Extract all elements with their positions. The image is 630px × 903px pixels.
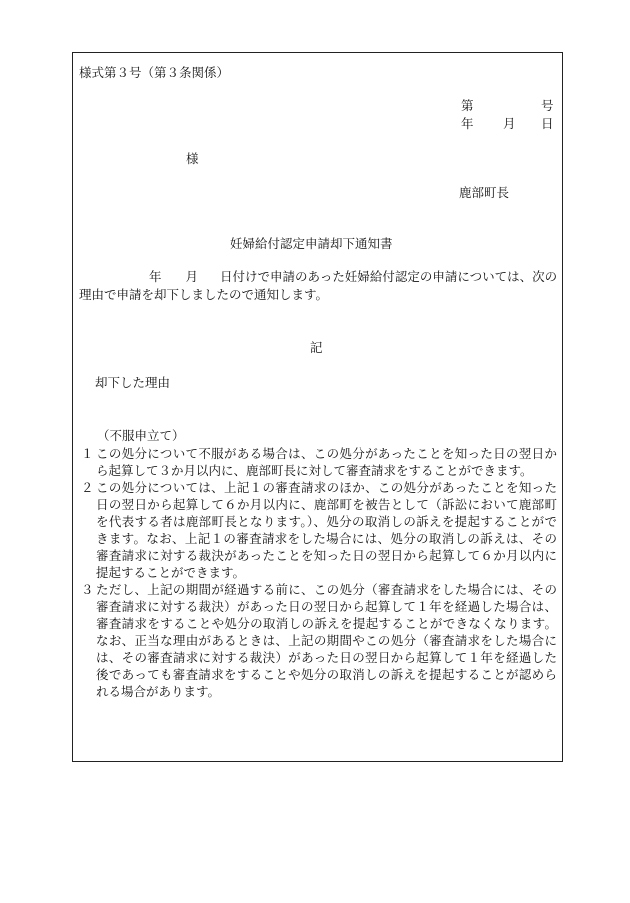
objection-item-text: この処分について不服がある場合は、この処分があったことを知った日の翌日から起算して３か月以内に、鹿部町長に対して審査請求をすることができます。: [96, 446, 557, 478]
ki-heading: 記: [310, 340, 323, 355]
rejection-reason-label: 却下した理由: [95, 375, 171, 390]
objection-item: [79, 581, 557, 700]
document-frame: [72, 52, 563, 762]
objection-item-text: この処分については、上記１の審査請求のほか、この処分があったことを知った日の翌日から起算して６か月以内に、鹿部町を被告として（訴訟において鹿部町を代表する者は鹿部町長となります。）、処分の取消しの訴えを提起することができます。なお、上記１の審査請求をした場合には、処分の取消しの訴えは、その審査請求に対する裁決があったことを知った日の翌日から起算して６か月以内に提起することができます。: [96, 480, 557, 580]
date-day-label: 日: [541, 116, 554, 131]
form-number: 様式第３号（第３条関係）: [79, 65, 230, 80]
objection-item-number: ３: [81, 582, 94, 597]
number-dai-label: 第: [461, 98, 474, 113]
objection-item-number: ２: [81, 480, 94, 495]
body-year-label: 年: [149, 269, 162, 284]
objection-item: [79, 479, 557, 581]
date-month-label: 月: [503, 116, 516, 131]
objection-heading: （不服申立て）: [97, 428, 185, 443]
issuer: 鹿部町長: [459, 185, 510, 200]
objection-item-text: ただし、上記の期間が経過する前に、この処分（審査請求をした場合には、その審査請求に対する裁決）があった日の翌日から起算して１年を経過した場合は、審査請求をすることや処分の取消しの訴えを提起することができなくなります。なお、正当な理由があるときは、上記の期間やこの処分（審査請求をした場合には、その審査請求に対する裁決）があった日の翌日から起算して１年を経過した後であっても審査請求をすることや処分の取消しの訴えを提起することが認められる場合があります。: [96, 582, 557, 699]
objection-section: [79, 427, 557, 700]
objection-item: [79, 445, 557, 479]
number-go-label: 号: [541, 98, 554, 113]
date-year-label: 年: [461, 116, 474, 131]
document-title: 妊婦給付認定申請却下通知書: [230, 236, 393, 251]
body-text: 日付けで申請のあった妊婦給付認定の申請については、次の理由で申請を却下しましたので通知します。: [79, 269, 558, 302]
notice-body: [79, 268, 559, 304]
body-month-label: 月: [185, 269, 199, 284]
addressee: 様: [186, 151, 199, 166]
objection-item-number: １: [81, 446, 94, 461]
